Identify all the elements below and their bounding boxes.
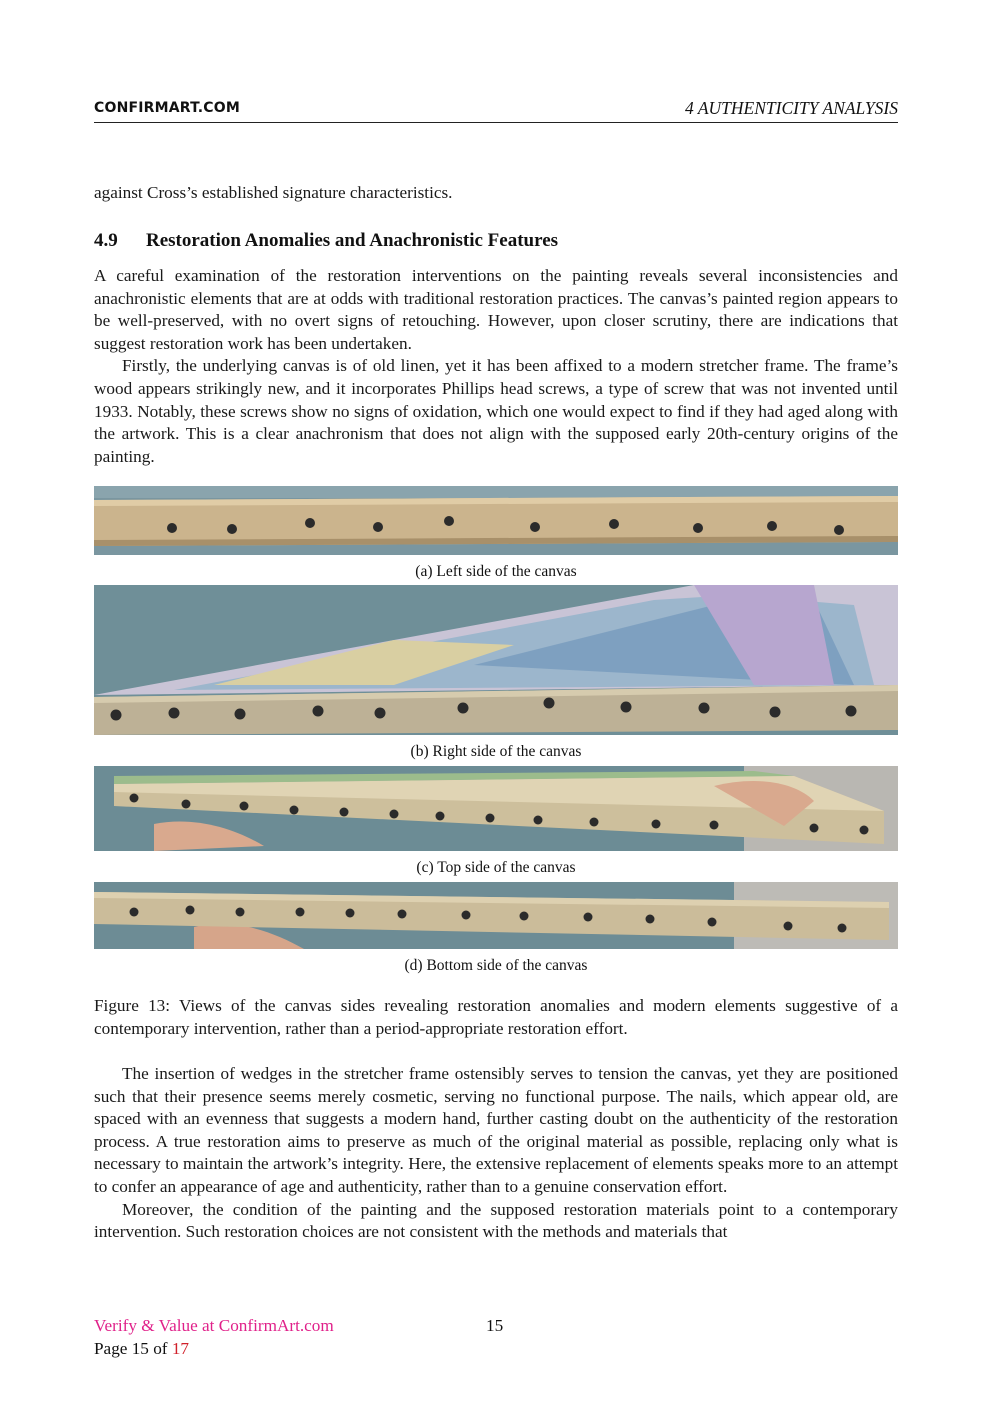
subcaption-c: (c) Top side of the canvas: [416, 859, 576, 876]
photo-top-side: [94, 766, 898, 851]
subcaption-b: (b) Right side of the canvas: [410, 743, 582, 760]
subcaption-a: (a) Left side of the canvas: [415, 563, 577, 580]
section-title: Restoration Anomalies and Anachronistic Features: [146, 230, 559, 251]
closing-paragraphs: [94, 1063, 898, 1244]
section-heading: [94, 230, 558, 252]
paragraph-3: The insertion of wedges in the stretcher frame ostensibly serves to tension the canvas, yet they are positioned such that their presence seems merely cosmetic, serving no functional purpose. The nails, which appear old, are spaced with an evenness that suggests a modern hand, further casting doubt on the authenticity of the restoration process. A true restoration aims to preserve as much of the original material as possible, replacing only what is necessary to maintain the artwork’s integrity. Here, the extensive replacement of elements speaks more to an attempt to confer an appearance of age and authenticity, rather than to a genuine conservation effort.: [94, 1064, 898, 1196]
paragraph-1: A careful examination of the restoration interventions on the painting reveals several inconsistencies and anachronistic elements that are at odds with traditional restoration practices. The canvas’s painted region appears to be well-preserved, with no overt signs of retouching. However, upon closer scrutiny, there are indications that suggest restoration work has been undertaken.: [94, 266, 898, 353]
photo-left-side: [94, 486, 898, 555]
page-of-prefix: Page 15 of: [94, 1339, 172, 1358]
page-header: [94, 98, 898, 123]
footer-page-of: [94, 1339, 189, 1359]
page-total-link[interactable]: 17: [171, 1339, 189, 1358]
canvas-bottom-side-image: [94, 882, 898, 949]
footer-link[interactable]: Verify & Value at ConfirmArt.com: [94, 1316, 334, 1335]
carryover-text: against Cross’s established signature characteristics.: [94, 183, 453, 202]
subcaption-d: (d) Bottom side of the canvas: [404, 957, 588, 974]
footer-page-number: 15: [486, 1316, 504, 1335]
paragraph-4: Moreover, the condition of the painting and the supposed restoration materials point to a contemporary intervention. Such restoration choices are not consistent with the methods and materials that: [94, 1199, 898, 1242]
photo-bottom-side: [94, 882, 898, 949]
paragraph-2: Firstly, the underlying canvas is of old linen, yet it has been affixed to a modern stretcher frame. The frame’s wood appears strikingly new, and it incorporates Phillips head screws, a type of screw that was not invented until 1933. Notably, these screws show no signs of oxidation, which one would expect to find if they had aged along with the artwork. This is a clear anachronism that does not align with the supposed early 20th-century origins of the painting.: [94, 356, 898, 466]
canvas-right-side-image: [94, 585, 898, 735]
carryover-paragraph: [94, 182, 898, 205]
running-title: 4 AUTHENTICITY ANALYSIS: [685, 98, 898, 118]
intro-paragraphs: [94, 265, 898, 468]
figure-caption: Figure 13: Views of the canvas sides revealing restoration anomalies and modern elements suggestive of a contemporary intervention, rather than a period-appropriate restoration effort.: [94, 996, 898, 1038]
canvas-top-side-image: [94, 766, 898, 851]
section-number: 4.9: [94, 230, 118, 251]
site-logo[interactable]: CONFIRMART.COM: [94, 100, 241, 116]
photo-right-side: [94, 585, 898, 735]
canvas-left-side-image: [94, 486, 898, 555]
